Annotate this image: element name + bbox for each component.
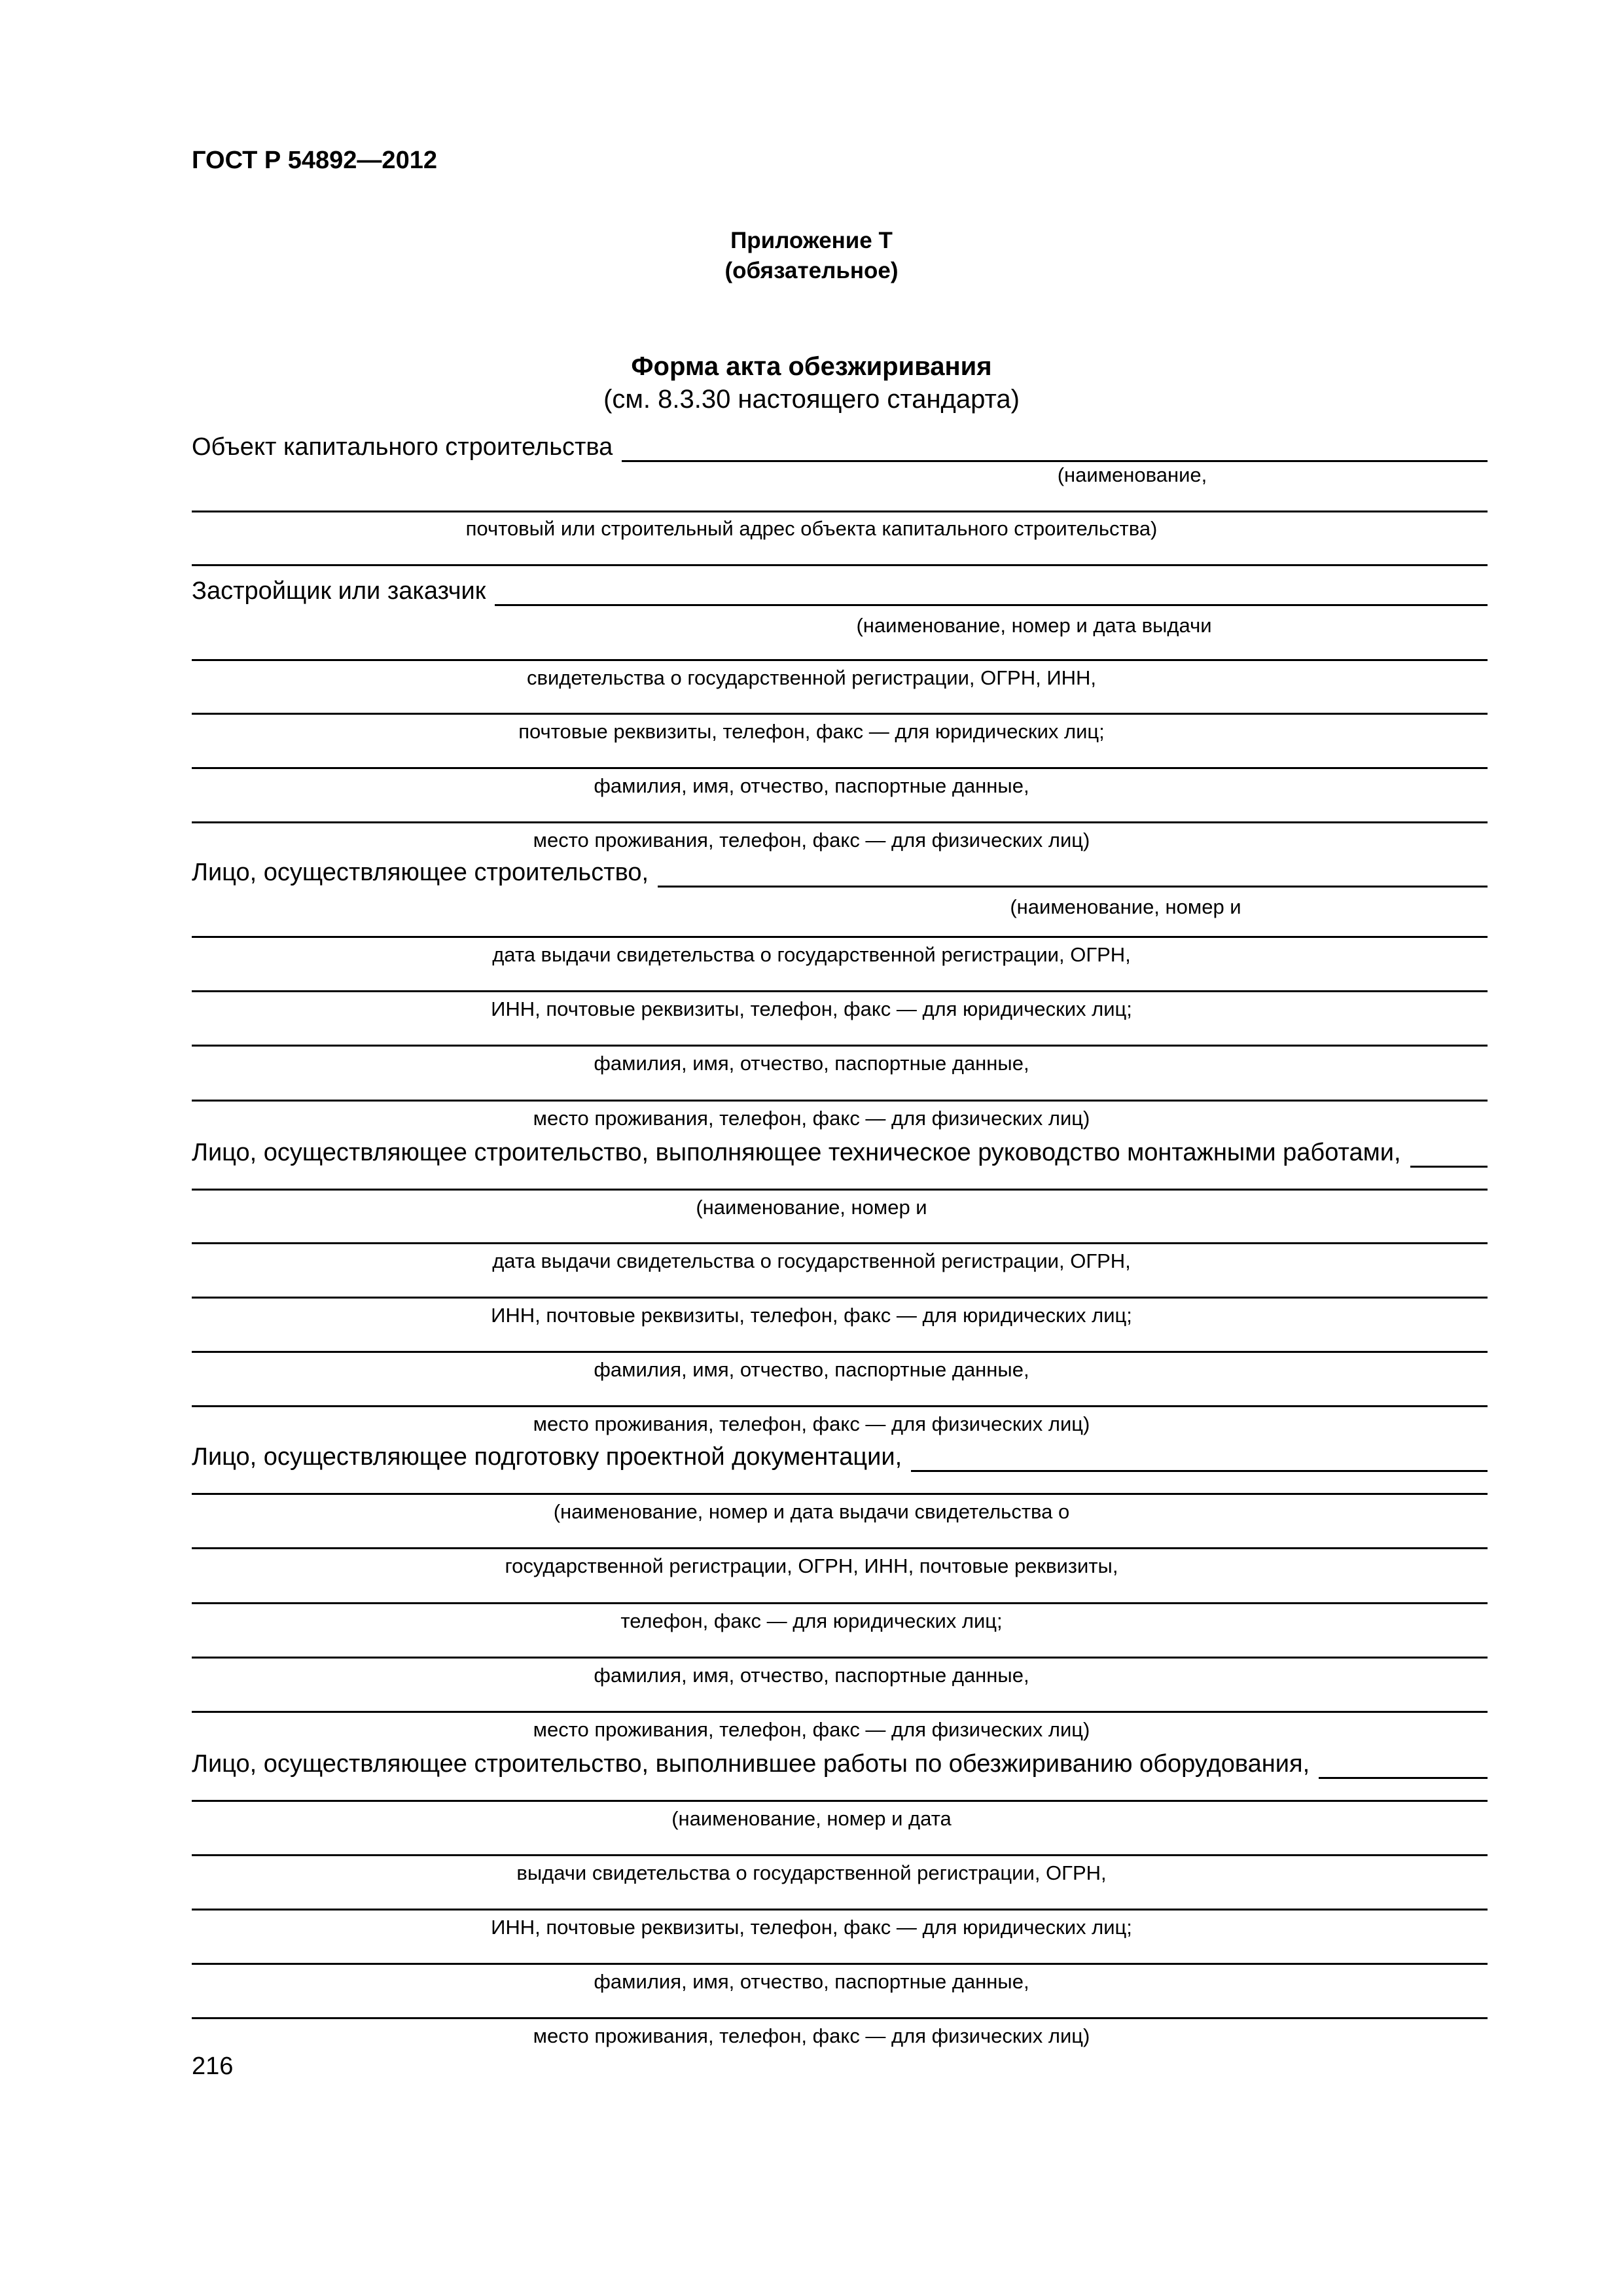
caption: (наименование, номер и дата выдачи свидетельства о (553, 1500, 1070, 1523)
fill-line[interactable] (192, 1909, 1488, 1910)
builder-label: Лицо, осуществляющее строительство, (192, 859, 649, 886)
fill-line[interactable] (192, 1189, 1488, 1191)
degreasing-contractor-field[interactable] (192, 1749, 1488, 1780)
caption: (наименование, номер и (1010, 895, 1241, 918)
designer-label: Лицо, осуществляющее подготовку проектной документации, (192, 1443, 902, 1471)
fill-line[interactable] (192, 1100, 1488, 1102)
caption: свидетельства о государственной регистрации, ОГРН, ИНН, (526, 666, 1097, 689)
caption: ИНН, почтовые реквизиты, телефон, факс — для юридических лиц; (491, 1916, 1132, 1939)
fill-line[interactable] (192, 1045, 1488, 1047)
caption: телефон, факс — для юридических лиц; (620, 1609, 1003, 1632)
degreasing-contractor-label: Лицо, осуществляющее строительство, выполнившее работы по обезжириванию оборудования, (192, 1750, 1310, 1778)
fill-line[interactable] (192, 1963, 1488, 1965)
fill-line[interactable] (192, 990, 1488, 992)
caption: ИНН, почтовые реквизиты, телефон, факс — для юридических лиц; (491, 1304, 1132, 1327)
fill-line[interactable] (192, 2017, 1488, 2019)
object-label: Объект капитального строительства (192, 433, 613, 461)
designer-input-line[interactable] (911, 1469, 1488, 1472)
fill-line[interactable] (192, 564, 1488, 566)
caption: ИНН, почтовые реквизиты, телефон, факс — для юридических лиц; (491, 997, 1132, 1020)
caption: государственной регистрации, ОГРН, ИНН, почтовые реквизиты, (505, 1554, 1118, 1577)
fill-line[interactable] (192, 1854, 1488, 1856)
fill-line[interactable] (192, 1493, 1488, 1495)
page-number: 216 (192, 2053, 234, 2080)
caption: место проживания, телефон, факс — для физических лиц) (533, 1412, 1090, 1435)
fill-line[interactable] (192, 659, 1488, 661)
fill-line[interactable] (192, 936, 1488, 938)
fill-line[interactable] (192, 1297, 1488, 1299)
fill-line[interactable] (192, 1800, 1488, 1802)
caption: (наименование, номер и дата (671, 1807, 952, 1830)
caption: место проживания, телефон, факс — для физических лиц) (533, 1718, 1090, 1741)
fill-line[interactable] (192, 1602, 1488, 1604)
caption: фамилия, имя, отчество, паспортные данные, (594, 1358, 1029, 1381)
fill-line[interactable] (192, 1711, 1488, 1713)
caption: фамилия, имя, отчество, паспортные данные, (594, 1664, 1029, 1687)
caption: (наименование, номер и (696, 1196, 927, 1219)
fill-line[interactable] (192, 1351, 1488, 1353)
caption: место проживания, телефон, факс — для физических лиц) (533, 2024, 1090, 2047)
developer-field[interactable] (192, 576, 1488, 607)
caption: почтовый или строительный адрес объекта капитального строительства) (465, 517, 1158, 540)
object-input-line[interactable] (622, 459, 1488, 462)
fill-line[interactable] (192, 767, 1488, 769)
caption: фамилия, имя, отчество, паспортные данные, (594, 1970, 1029, 1993)
builder-input-line[interactable] (658, 885, 1488, 888)
fill-line[interactable] (192, 713, 1488, 715)
annex-title: Приложение Т (730, 228, 893, 253)
caption: выдачи свидетельства о государственной регистрации, ОГРН, (516, 1861, 1107, 1884)
supervisor-label: Лицо, осуществляющее строительство, выполняющее техническое руководство монтажными работами, (192, 1139, 1401, 1166)
fill-line[interactable] (192, 1242, 1488, 1244)
degreasing-contractor-input-line[interactable] (1319, 1776, 1488, 1779)
supervisor-field[interactable] (192, 1138, 1488, 1169)
caption: дата выдачи свидетельства о государственной регистрации, ОГРН, (492, 1249, 1131, 1272)
caption: (наименование, номер и дата выдачи (856, 614, 1212, 637)
document-id: ГОСТ Р 54892—2012 (192, 147, 437, 174)
designer-field[interactable] (192, 1442, 1488, 1473)
form-subtitle: (см. 8.3.30 настоящего стандарта) (603, 385, 1020, 414)
supervisor-input-line[interactable] (1410, 1165, 1488, 1168)
caption: дата выдачи свидетельства о государственной регистрации, ОГРН, (492, 943, 1131, 966)
builder-field[interactable] (192, 857, 1488, 889)
object-field[interactable] (192, 432, 1488, 463)
developer-input-line[interactable] (495, 603, 1488, 606)
annex-kind: (обязательное) (724, 258, 899, 283)
caption: почтовые реквизиты, телефон, факс — для юридических лиц; (518, 720, 1105, 743)
caption: (наименование, (1057, 463, 1207, 486)
caption: место проживания, телефон, факс — для физических лиц) (533, 1107, 1090, 1130)
form-title: Форма акта обезжиривания (631, 352, 992, 381)
fill-line[interactable] (192, 1547, 1488, 1549)
fill-line[interactable] (192, 511, 1488, 512)
caption: место проживания, телефон, факс — для физических лиц) (533, 829, 1090, 852)
fill-line[interactable] (192, 1657, 1488, 1659)
caption: фамилия, имя, отчество, паспортные данные, (594, 1052, 1029, 1075)
fill-line[interactable] (192, 1405, 1488, 1407)
caption: фамилия, имя, отчество, паспортные данные, (594, 774, 1029, 797)
developer-label: Застройщик или заказчик (192, 577, 486, 605)
fill-line[interactable] (192, 821, 1488, 823)
